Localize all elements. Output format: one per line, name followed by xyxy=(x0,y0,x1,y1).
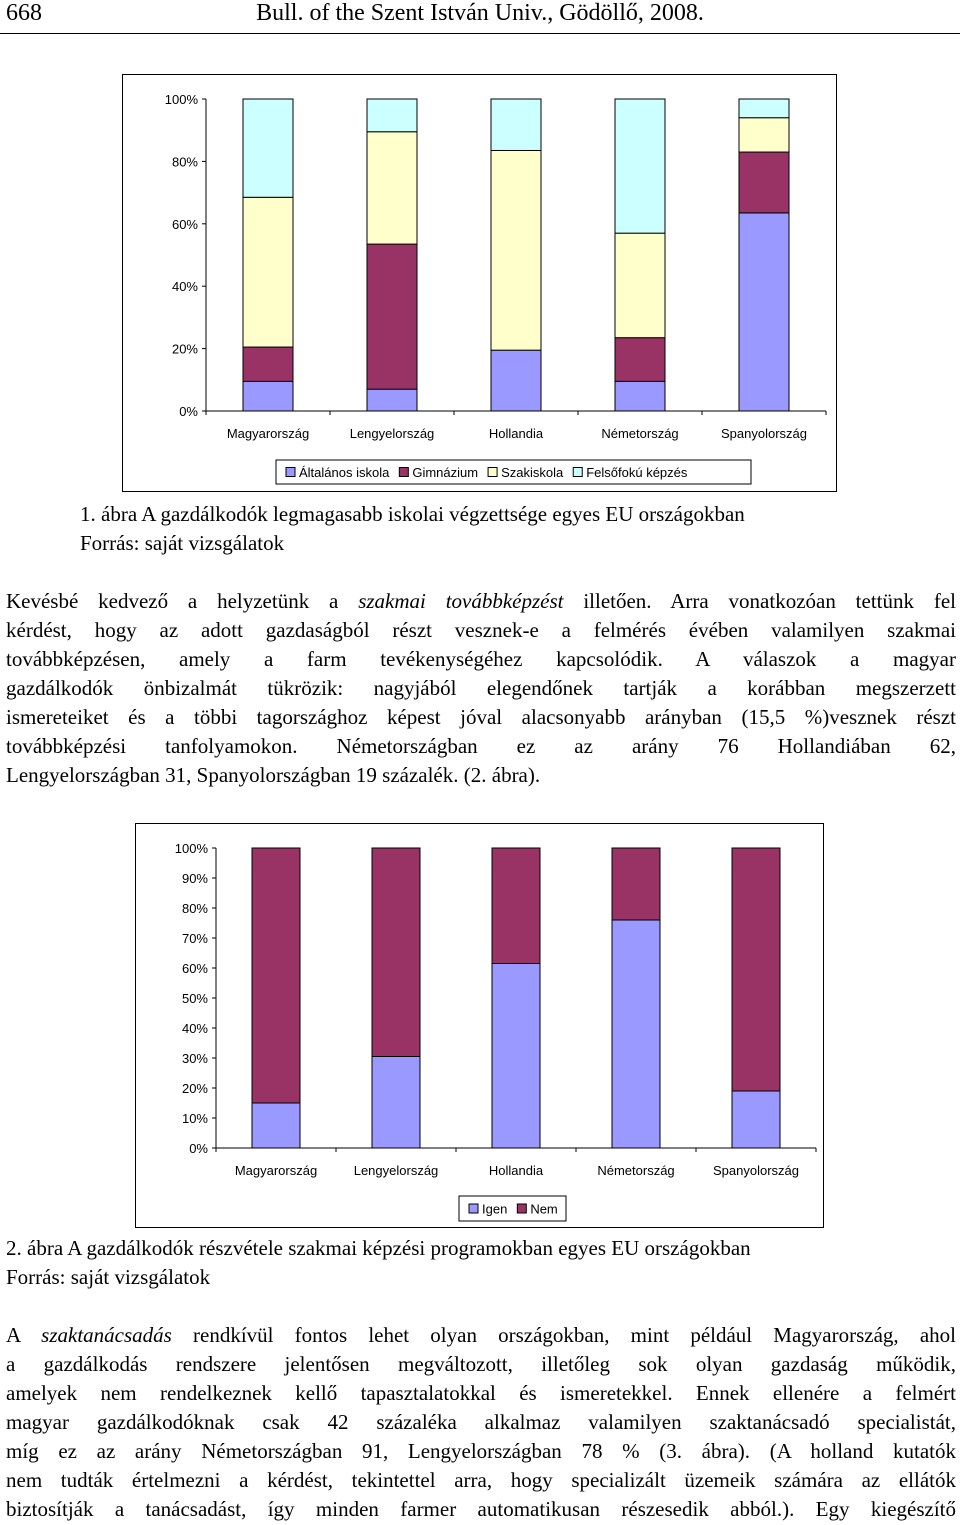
paragraph-line xyxy=(6,732,956,761)
x-category-label: Magyarország xyxy=(234,1163,318,1178)
text-run: rendkívül fontos lehet olyan országokban, mint például Magyarország, ahol xyxy=(171,1323,956,1347)
legend-swatch xyxy=(286,468,295,477)
bar-segment-szakiskola xyxy=(367,132,417,244)
paragraph-line xyxy=(6,1408,956,1437)
bar-segment-szakiskola xyxy=(243,197,293,347)
y-tick-label: 100% xyxy=(174,841,208,856)
y-tick-label: 90% xyxy=(181,871,208,886)
text-run: a gazdálkodás rendszere jelentősen megváltozott, illetőleg sok olyan gazdaság működik, xyxy=(6,1352,956,1376)
bar-segment-általános-iskola xyxy=(243,381,293,411)
x-category-label: Lengyelország xyxy=(353,1163,439,1178)
paragraph-line xyxy=(6,1437,956,1466)
bar-segment-általános-iskola xyxy=(367,389,417,411)
legend-entry: Szakiskola xyxy=(501,465,564,480)
y-tick-label: 80% xyxy=(171,154,198,170)
bar-segment-igen xyxy=(732,1091,780,1148)
y-tick-label: 40% xyxy=(171,279,198,295)
y-tick-label: 80% xyxy=(181,901,208,916)
figure-1-chart xyxy=(123,75,836,491)
y-tick-label: 100% xyxy=(164,92,198,107)
figure-2-chart xyxy=(136,824,823,1227)
paragraph-1 xyxy=(6,587,956,790)
bar-segment-felsőfokú-képzés xyxy=(491,99,541,150)
bar-segment-nem xyxy=(492,848,540,964)
bar-segment-általános-iskola xyxy=(739,213,789,411)
text-run: biztosítják a tanácsadást, így minden farmer automatikusan részesedik abból.). Egy kiegészítő xyxy=(6,1497,956,1521)
legend-entry: Általános iskola xyxy=(299,465,390,480)
paragraph-2 xyxy=(6,1321,956,1524)
y-tick-label: 20% xyxy=(171,341,198,357)
paragraph-line xyxy=(6,703,956,732)
x-category-label: Spanyolország xyxy=(713,1163,799,1178)
paragraph-line xyxy=(6,1350,956,1379)
x-category-label: Spanyolország xyxy=(721,426,807,441)
page-number: 668 xyxy=(6,0,42,26)
text-run: továbbképzési tanfolyamokon. Németországban ez az arány 76 Hollandiában 62, xyxy=(6,734,956,758)
y-tick-label: 30% xyxy=(181,1051,208,1066)
bar-segment-gimnázium xyxy=(367,244,417,389)
bar-segment-gimnázium xyxy=(615,338,665,382)
paragraph-line xyxy=(6,616,956,645)
legend-swatch xyxy=(573,468,582,477)
figure-1-frame xyxy=(122,74,837,492)
paragraph-line xyxy=(6,761,956,790)
legend-swatch xyxy=(517,1204,526,1213)
bar-segment-általános-iskola xyxy=(615,381,665,411)
bar-segment-felsőfokú-képzés xyxy=(367,99,417,132)
y-tick-label: 10% xyxy=(181,1111,208,1126)
figure-1-caption: 1. ábra A gazdálkodók legmagasabb iskolai végzettsége egyes EU országokban xyxy=(80,502,745,526)
bar-segment-igen xyxy=(612,920,660,1148)
bar-segment-igen xyxy=(252,1103,300,1148)
paragraph-line xyxy=(6,1379,956,1408)
bar-segment-nem xyxy=(612,848,660,920)
bar-segment-igen xyxy=(492,964,540,1149)
text-run: gazdálkodók önbizalmát tükrözik: nagyjából elegendőnek tartják a korábban megszerzett xyxy=(6,676,956,700)
y-tick-label: 20% xyxy=(181,1081,208,1096)
figure-1-source: Forrás: saját vizsgálatok xyxy=(80,531,285,555)
bar-segment-szakiskola xyxy=(739,118,789,152)
figure-2-frame xyxy=(135,823,824,1228)
header-rule xyxy=(0,33,960,34)
text-run: továbbképzésen, amely a farm tevékenységéhez kapcsolódik. A válaszok a magyar xyxy=(6,647,956,671)
text-run: amelyek nem rendelkeznek kellő tapasztalatokkal és ismeretekkel. Ennek ellenére a felmért xyxy=(6,1381,956,1405)
bar-segment-gimnázium xyxy=(243,347,293,381)
x-category-label: Németország xyxy=(601,426,679,441)
bar-segment-általános-iskola xyxy=(491,350,541,411)
legend-entry: Igen xyxy=(482,1201,508,1217)
bar-segment-gimnázium xyxy=(739,152,789,213)
legend-entry: Nem xyxy=(530,1201,558,1217)
text-run: A xyxy=(6,1323,42,1347)
paragraph-line xyxy=(6,1321,956,1350)
legend-swatch xyxy=(488,468,497,477)
page-header xyxy=(0,0,960,40)
paragraph-line xyxy=(6,645,956,674)
bar-segment-nem xyxy=(732,848,780,1091)
text-run: Lengyelországban 31, Spanyolországban 19 százalék. (2. ábra). xyxy=(6,763,541,787)
paragraph-line xyxy=(6,1495,956,1524)
bar-segment-felsőfokú-képzés xyxy=(243,99,293,197)
figure-2-source: Forrás: saját vizsgálatok xyxy=(6,1265,211,1289)
text-run: Kevésbé kedvező a helyzetünk a xyxy=(6,589,359,613)
legend-swatch xyxy=(399,468,408,477)
text-run: nem tudták értelmezni a kérdést, tekintettel arra, hogy specializált üzemeik számára az ellátók xyxy=(6,1468,956,1492)
legend-entry: Felsőfokú képzés xyxy=(586,465,688,480)
text-run: kérdést, hogy az adott gazdaságból részt vesznek-e a felmérés évében valamilyen szakmai xyxy=(6,618,956,642)
bar-segment-nem xyxy=(372,848,420,1057)
x-category-label: Németország xyxy=(597,1163,675,1178)
text-run: ismereteiket és a többi tagországhoz képest jóval alacsonyabb arányban (15,5 %)vesznek részt xyxy=(6,705,956,729)
text-run: illetően. Arra vonatkozóan tettünk fel xyxy=(563,589,956,613)
paragraph-line xyxy=(6,674,956,703)
x-category-label: Hollandia xyxy=(488,426,544,441)
x-category-label: Lengyelország xyxy=(349,426,435,441)
y-tick-label: 50% xyxy=(181,991,208,1006)
legend-swatch xyxy=(469,1204,478,1213)
text-run: míg ez az arány Németországban 91, Lengyelországban 78 % (3. ábra). (A holland kutatók xyxy=(6,1439,956,1463)
y-tick-label: 40% xyxy=(181,1021,208,1036)
legend xyxy=(459,1196,566,1221)
bar-segment-felsőfokú-képzés xyxy=(615,99,665,233)
paragraph-line xyxy=(6,587,956,616)
bar-segment-felsőfokú-képzés xyxy=(739,99,789,118)
emphasis-text: szakmai továbbképzést xyxy=(358,589,564,613)
text-run: magyar gazdálkodóknak csak 42 százaléka alkalmaz valamilyen szaktanácsadó specialistát, xyxy=(6,1410,956,1434)
y-tick-label: 70% xyxy=(181,931,208,946)
y-tick-label: 0% xyxy=(189,1141,208,1156)
emphasis-text: szaktanácsadás xyxy=(41,1323,172,1347)
bar-segment-igen xyxy=(372,1057,420,1149)
legend xyxy=(276,460,751,484)
paragraph-line xyxy=(6,1466,956,1495)
bar-segment-nem xyxy=(252,848,300,1103)
bar-segment-szakiskola xyxy=(615,233,665,338)
journal-title: Bull. of the Szent István Univ., Gödöllő, 2008. xyxy=(256,0,704,26)
y-tick-label: 0% xyxy=(179,404,198,419)
x-category-label: Magyarország xyxy=(226,426,310,441)
y-tick-label: 60% xyxy=(181,961,208,976)
x-category-label: Hollandia xyxy=(488,1163,544,1178)
bar-segment-szakiskola xyxy=(491,150,541,350)
y-tick-label: 60% xyxy=(171,216,198,232)
figure-2-caption: 2. ábra A gazdálkodók részvétele szakmai képzési programokban egyes EU országokban xyxy=(6,1236,751,1260)
legend-entry: Gimnázium xyxy=(412,465,479,480)
